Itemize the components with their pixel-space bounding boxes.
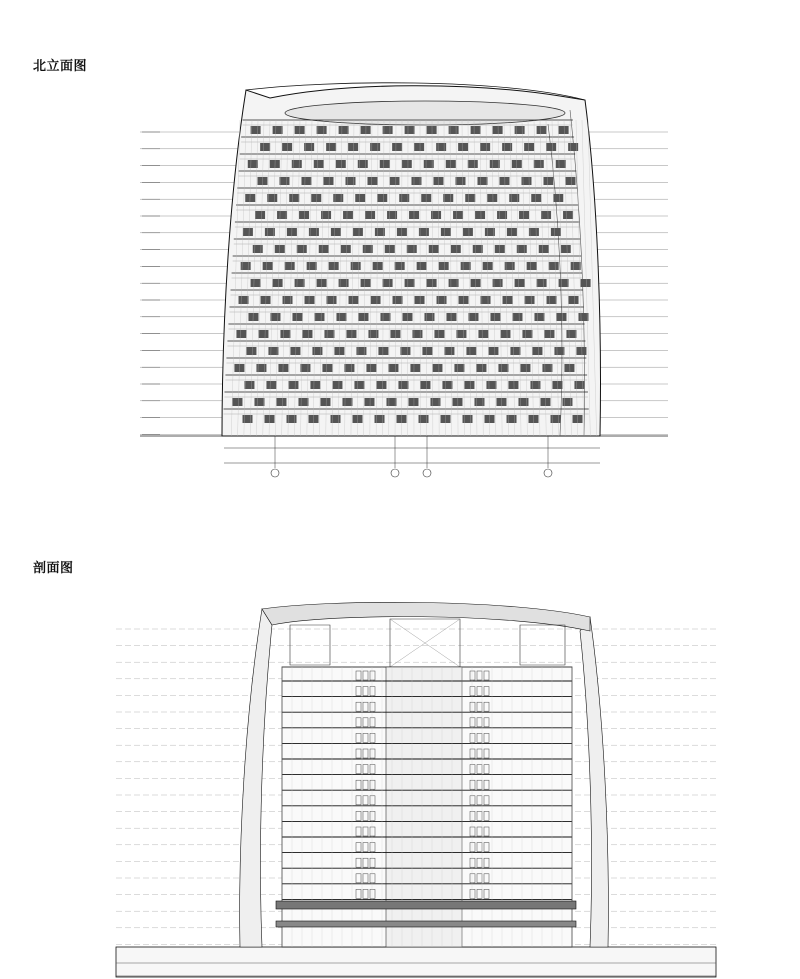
transfer-slab (276, 921, 576, 927)
north-elevation-title: 北立面图 (33, 58, 88, 73)
grid-axis-bubble (544, 469, 552, 477)
roof-ellipse (285, 101, 565, 125)
roof-canopy (262, 602, 590, 631)
transfer-slab (276, 901, 576, 909)
section-drawing (0, 595, 800, 979)
grid-axis-bubble (423, 469, 431, 477)
grid-axis-bubble (271, 469, 279, 477)
podium (116, 947, 716, 977)
left-shell (240, 609, 272, 947)
section-title: 剖面图 (33, 560, 74, 575)
grid-axis-bubble (391, 469, 399, 477)
right-shell (580, 617, 608, 947)
north-elevation-drawing (0, 70, 800, 490)
